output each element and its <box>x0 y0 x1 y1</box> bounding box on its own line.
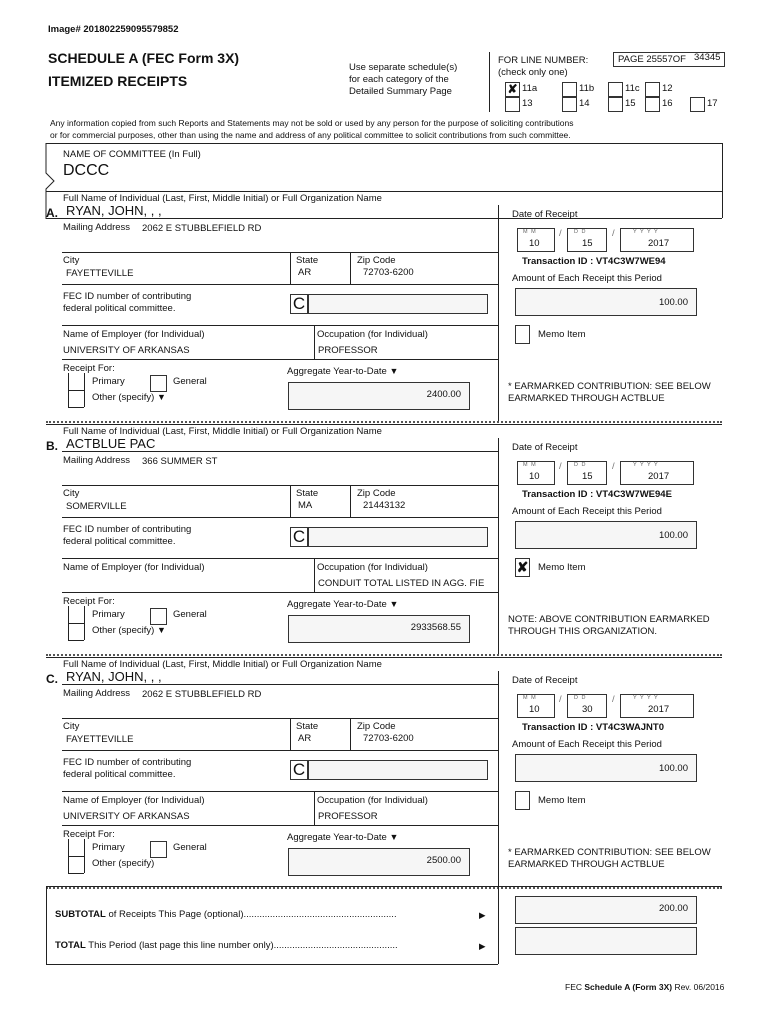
occupation-label: Occupation (for Individual) <box>317 562 428 573</box>
entry-note <box>508 847 711 871</box>
date-month-field[interactable] <box>517 461 555 485</box>
yyyy-label: Y Y Y Y <box>633 462 659 468</box>
date-separator: / <box>559 461 562 472</box>
other-specify-text: Other (specify) <box>92 625 155 636</box>
primary-label: Primary <box>92 609 125 620</box>
fec-id-field[interactable] <box>308 294 488 314</box>
date-month-field[interactable] <box>517 228 555 252</box>
zip-label: Zip Code <box>357 488 396 499</box>
entry-note-line: THROUGH THIS ORGANIZATION. <box>508 626 658 637</box>
full-name-label: Full Name of Individual (Last, First, Middle Initial) or Full Organization Name <box>63 193 382 204</box>
transaction-id: Transaction ID : VT4C3W7WE94 <box>522 256 666 267</box>
mailing-address-label: Mailing Address <box>63 688 131 699</box>
subtotal-value: 200.00 <box>658 903 688 914</box>
state: AR <box>298 733 312 744</box>
date-year: 2017 <box>648 471 670 482</box>
date-day: 15 <box>582 471 593 482</box>
dd-label: D D <box>574 695 587 701</box>
date-day: 15 <box>582 238 593 249</box>
entry-note-line: * EARMARKED CONTRIBUTION: SEE BELOW <box>508 381 711 392</box>
state-label: State <box>296 488 319 499</box>
page-total: 34345 <box>694 52 721 63</box>
fec-id-label-line: FEC ID number of contributing <box>63 291 192 302</box>
line-label: 14 <box>579 98 590 109</box>
zip-code: 21443132 <box>363 500 406 511</box>
zip-code: 72703-6200 <box>363 733 414 744</box>
fec-id-label-line: federal political committee. <box>63 769 176 780</box>
general-checkbox[interactable] <box>150 608 167 625</box>
amount-value: 100.00 <box>658 297 688 308</box>
entry-note <box>508 381 711 405</box>
fec-id-label-line: federal political committee. <box>63 536 176 547</box>
occupation-label: Occupation (for Individual) <box>317 329 428 340</box>
aggregate-field[interactable] <box>288 615 470 643</box>
date-year-field[interactable] <box>620 694 694 718</box>
general-label: General <box>173 376 207 387</box>
occupation: PROFESSOR <box>318 811 378 822</box>
city-label: City <box>63 255 80 266</box>
line-label: 12 <box>662 83 673 94</box>
date-of-receipt-label: Date of Receipt <box>512 442 578 453</box>
date-year-field[interactable] <box>620 228 694 252</box>
general-checkbox[interactable] <box>150 375 167 392</box>
aggregate-label-text: Aggregate Year-to-Date <box>287 832 387 843</box>
entry-note-line: EARMARKED THROUGH ACTBLUE <box>508 859 665 870</box>
aggregate-arrow: ▼ <box>389 366 399 376</box>
fec-id-field[interactable] <box>308 760 488 780</box>
line-checkbox[interactable] <box>505 97 520 112</box>
page-number-box <box>613 52 725 67</box>
fec-id-label <box>63 291 191 315</box>
memo-item-label: Memo Item <box>538 795 586 806</box>
state-label: State <box>296 255 319 266</box>
mailing-address: 2062 E STUBBLEFIELD RD <box>142 223 262 234</box>
line-label: 16 <box>662 98 673 109</box>
instructions <box>349 62 457 98</box>
date-of-receipt-label: Date of Receipt <box>512 209 578 220</box>
aggregate-arrow: ▼ <box>389 599 399 609</box>
for-line-label: FOR LINE NUMBER: <box>498 55 589 66</box>
primary-label: Primary <box>92 842 125 853</box>
line-checkbox[interactable] <box>562 82 577 97</box>
contributor-name: ACTBLUE PAC <box>66 436 156 451</box>
date-month: 10 <box>529 238 540 249</box>
memo-item-label: Memo Item <box>538 562 586 573</box>
date-month: 10 <box>529 704 540 715</box>
date-separator: / <box>612 694 615 705</box>
aggregate-value: 2933568.55 <box>410 622 461 633</box>
occupation-label: Occupation (for Individual) <box>317 795 428 806</box>
fec-id-label-line: FEC ID number of contributing <box>63 524 192 535</box>
amount-label: Amount of Each Receipt this Period <box>512 739 662 750</box>
memo-item-checkbox[interactable] <box>515 791 530 810</box>
yyyy-label: Y Y Y Y <box>633 229 659 235</box>
memo-item-checkbox[interactable] <box>515 325 530 344</box>
date-day: 30 <box>582 704 593 715</box>
memo-item-label: Memo Item <box>538 329 586 340</box>
occupation: PROFESSOR <box>318 345 378 356</box>
aggregate-label <box>287 599 398 610</box>
general-label: General <box>173 842 207 853</box>
subtotal-label-text: of Receipts This Page (optional).......................................................... <box>105 909 397 920</box>
dd-label: D D <box>574 462 587 468</box>
transaction-id: Transaction ID : VT4C3WAJNT0 <box>522 722 665 733</box>
footer-form-name: Schedule A (Form 3X) <box>584 982 673 992</box>
line-label: 11b <box>579 83 595 94</box>
primary-label: Primary <box>92 376 125 387</box>
fec-id-label-line: federal political committee. <box>63 303 176 314</box>
total-field[interactable] <box>515 927 697 955</box>
employer-label: Name of Employer (for Individual) <box>63 562 205 573</box>
amount-value: 100.00 <box>658 763 688 774</box>
instructions-line: Detailed Summary Page <box>349 86 452 97</box>
subtotal-arrow: ▶ <box>479 910 486 920</box>
instructions-line: Use separate schedule(s) <box>349 62 458 73</box>
date-year-field[interactable] <box>620 461 694 485</box>
form-title: SCHEDULE A (FEC Form 3X) <box>48 50 240 66</box>
general-checkbox[interactable] <box>150 841 167 858</box>
entry-letter: A. <box>46 206 58 220</box>
total-label-bold: TOTAL <box>55 940 86 951</box>
zip-code: 72703-6200 <box>363 267 414 278</box>
amount-field[interactable] <box>515 754 697 782</box>
entry-note-line: NOTE: ABOVE CONTRIBUTION EARMARKED <box>508 614 710 625</box>
receipt-for-label: Receipt For: <box>63 829 115 840</box>
date-separator: / <box>612 228 615 239</box>
general-label: General <box>173 609 207 620</box>
aggregate-label <box>287 366 398 377</box>
other-specify-text: Other (specify) <box>92 392 155 403</box>
other-specify-text: Other (specify) <box>92 858 155 869</box>
entry-note <box>508 614 710 638</box>
line-checkbox[interactable] <box>608 82 623 97</box>
employer: UNIVERSITY OF ARKANSAS <box>63 345 190 356</box>
image-id: Image# 201802259095579852 <box>48 24 179 35</box>
line-checkbox[interactable] <box>690 97 705 112</box>
amount-field[interactable] <box>515 521 697 549</box>
state: AR <box>298 267 312 278</box>
fec-id-label <box>63 757 191 781</box>
fec-id-c-prefix: C <box>290 527 308 547</box>
date-separator: / <box>559 694 562 705</box>
city: FAYETTEVILLE <box>66 734 134 745</box>
line-checkbox[interactable] <box>645 97 660 112</box>
state-label: State <box>296 721 319 732</box>
line-label: 13 <box>522 98 533 109</box>
mm-label: M M <box>523 695 537 701</box>
employer: UNIVERSITY OF ARKANSAS <box>63 811 190 822</box>
receipt-for-label: Receipt For: <box>63 363 115 374</box>
line-label: 11c <box>625 83 640 94</box>
fec-id-label-line: FEC ID number of contributing <box>63 757 192 768</box>
other-specify-label[interactable] <box>92 858 154 869</box>
aggregate-label <box>287 832 398 843</box>
mailing-address: 2062 E STUBBLEFIELD RD <box>142 689 262 700</box>
line-checkbox[interactable] <box>645 82 660 97</box>
aggregate-value: 2500.00 <box>426 855 461 866</box>
occupation: CONDUIT TOTAL LISTED IN AGG. FIE <box>318 578 485 589</box>
other-specify-label[interactable] <box>92 625 166 636</box>
committee-name: DCCC <box>63 162 110 179</box>
line-checkbox[interactable] <box>562 97 577 112</box>
line-label: 17 <box>707 98 718 109</box>
aggregate-label-text: Aggregate Year-to-Date <box>287 366 387 377</box>
date-separator: / <box>559 228 562 239</box>
form-subtitle: ITEMIZED RECEIPTS <box>48 73 188 89</box>
line-label: 15 <box>625 98 636 109</box>
entry-letter: B. <box>46 439 58 453</box>
zip-label: Zip Code <box>357 255 396 266</box>
instructions-line: for each category of the <box>349 74 449 85</box>
full-name-label: Full Name of Individual (Last, First, Middle Initial) or Full Organization Name <box>63 659 382 670</box>
contributor-name: RYAN, JOHN, , , <box>66 203 162 218</box>
subtotal-label-bold: SUBTOTAL <box>55 909 106 920</box>
city: FAYETTEVILLE <box>66 268 134 279</box>
entry-note-line: EARMARKED THROUGH ACTBLUE <box>508 393 665 404</box>
disclaimer <box>50 117 730 141</box>
fec-id-field[interactable] <box>308 527 488 547</box>
entry-note-line: * EARMARKED CONTRIBUTION: SEE BELOW <box>508 847 711 858</box>
total-label-text: This Period (last page this line number only)............................................... <box>85 940 398 951</box>
subtotal-label <box>55 909 397 920</box>
full-name-label: Full Name of Individual (Last, First, Middle Initial) or Full Organization Name <box>63 426 382 437</box>
mailing-address-label: Mailing Address <box>63 222 131 233</box>
check-only-one: (check only one) <box>498 67 568 78</box>
state: MA <box>298 500 313 511</box>
amount-field[interactable] <box>515 288 697 316</box>
aggregate-field[interactable] <box>288 848 470 876</box>
memo-item-checkbox[interactable]: ✘ <box>516 559 529 575</box>
mailing-address: 366 SUMMER ST <box>142 456 218 467</box>
other-dropdown-arrow: ▼ <box>156 625 166 635</box>
aggregate-label-text: Aggregate Year-to-Date <box>287 599 387 610</box>
total-arrow: ▶ <box>479 941 486 951</box>
line-checkbox[interactable]: ✘ <box>505 82 520 97</box>
amount-label: Amount of Each Receipt this Period <box>512 273 662 284</box>
entry-letter: C. <box>46 672 58 686</box>
yyyy-label: Y Y Y Y <box>633 695 659 701</box>
disclaimer-line: or for commercial purposes, other than using the name and address of any political committee to solicit contributions from such committee. <box>50 130 571 140</box>
fec-id-c-prefix: C <box>290 760 308 780</box>
city-label: City <box>63 721 80 732</box>
other-specify-label[interactable] <box>92 392 166 403</box>
line-label: 11a <box>522 83 538 94</box>
date-year: 2017 <box>648 238 670 249</box>
transaction-id: Transaction ID : VT4C3W7WE94E <box>522 489 672 500</box>
committee-label: NAME OF COMMITTEE (In Full) <box>63 149 201 160</box>
employer-label: Name of Employer (for Individual) <box>63 329 205 340</box>
zip-label: Zip Code <box>357 721 396 732</box>
mailing-address-label: Mailing Address <box>63 455 131 466</box>
date-separator: / <box>612 461 615 472</box>
footer-revision: Rev. 06/2016 <box>672 982 725 992</box>
date-of-receipt-label: Date of Receipt <box>512 675 578 686</box>
city-label: City <box>63 488 80 499</box>
receipt-for-label: Receipt For: <box>63 596 115 607</box>
date-month-field[interactable] <box>517 694 555 718</box>
mm-label: M M <box>523 229 537 235</box>
amount-value: 100.00 <box>658 530 688 541</box>
date-day-field[interactable] <box>567 228 607 252</box>
form-footer <box>565 982 724 992</box>
aggregate-field[interactable] <box>288 382 470 410</box>
fec-id-c-prefix: C <box>290 294 308 314</box>
disclaimer-line: Any information copied from such Reports and Statements may not be sold or used by any person for the purpose of soliciting contributions <box>50 118 574 128</box>
aggregate-value: 2400.00 <box>426 389 461 400</box>
date-day-field[interactable] <box>567 694 607 718</box>
total-label <box>55 940 398 951</box>
city: SOMERVILLE <box>66 501 127 512</box>
subtotal-field[interactable] <box>515 896 697 924</box>
contributor-name: RYAN, JOHN, , , <box>66 669 162 684</box>
aggregate-arrow: ▼ <box>389 832 399 842</box>
other-dropdown-arrow: ▼ <box>156 392 166 402</box>
amount-label: Amount of Each Receipt this Period <box>512 506 662 517</box>
date-month: 10 <box>529 471 540 482</box>
date-year: 2017 <box>648 704 670 715</box>
page-label: PAGE 25557OF <box>618 54 686 65</box>
mm-label: M M <box>523 462 537 468</box>
dd-label: D D <box>574 229 587 235</box>
fec-id-label <box>63 524 191 548</box>
employer-label: Name of Employer (for Individual) <box>63 795 205 806</box>
line-checkbox[interactable] <box>608 97 623 112</box>
date-day-field[interactable] <box>567 461 607 485</box>
footer-prefix: FEC <box>565 982 585 992</box>
